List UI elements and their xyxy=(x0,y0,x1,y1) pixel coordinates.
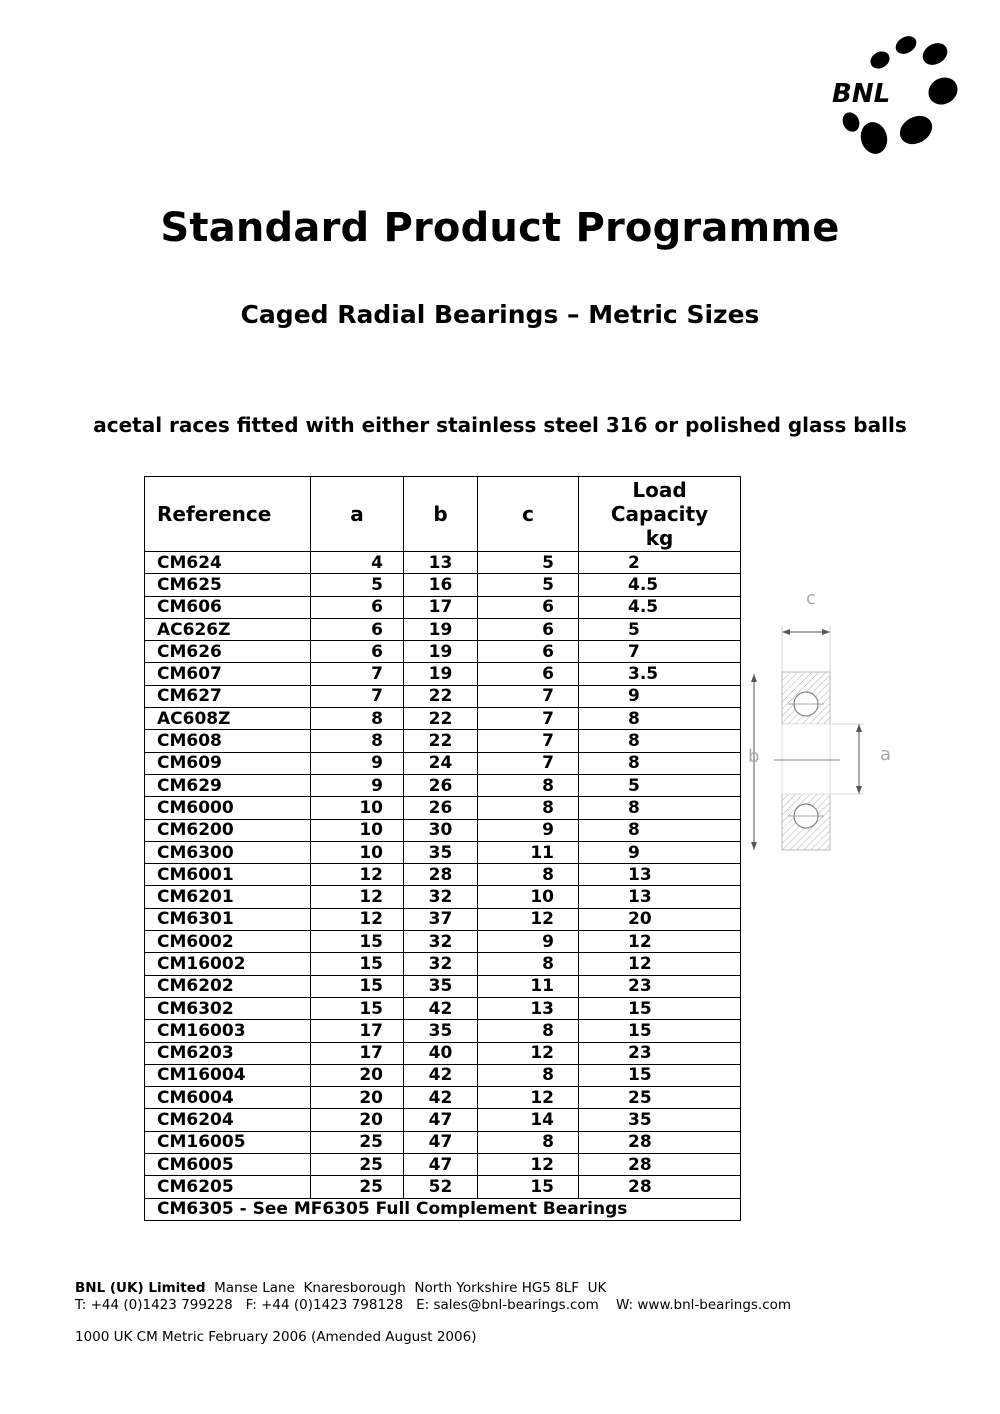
cell-load-capacity: 9 xyxy=(579,841,741,863)
cell-a: 8 xyxy=(311,730,404,752)
product-description: acetal races fitted with either stainless steel 316 or polished glass balls xyxy=(93,413,907,437)
cell-c: 11 xyxy=(478,975,579,997)
cell-b: 19 xyxy=(404,618,478,640)
table-header-row xyxy=(145,477,741,552)
cell-load-capacity: 25 xyxy=(579,1087,741,1109)
cell-b: 32 xyxy=(404,931,478,953)
cell-reference: CM6001 xyxy=(145,864,311,886)
cell-load-capacity: 15 xyxy=(579,1020,741,1042)
cell-c: 12 xyxy=(478,1154,579,1176)
cell-b: 47 xyxy=(404,1154,478,1176)
cell-b: 22 xyxy=(404,708,478,730)
cell-a: 17 xyxy=(311,1020,404,1042)
cell-c: 6 xyxy=(478,618,579,640)
cell-load-capacity: 8 xyxy=(579,708,741,730)
cell-c: 8 xyxy=(478,864,579,886)
table-row xyxy=(145,663,741,685)
cell-reference: CM6205 xyxy=(145,1176,311,1198)
cell-reference: CM626 xyxy=(145,641,311,663)
cell-load-capacity: 8 xyxy=(579,752,741,774)
table-note-row xyxy=(145,1198,741,1220)
cell-b: 47 xyxy=(404,1109,478,1131)
cell-a: 15 xyxy=(311,997,404,1019)
table-row xyxy=(145,953,741,975)
cell-b: 32 xyxy=(404,886,478,908)
cell-load-capacity: 28 xyxy=(579,1154,741,1176)
cell-load-capacity: 20 xyxy=(579,908,741,930)
cell-b: 42 xyxy=(404,997,478,1019)
cell-reference: CM629 xyxy=(145,774,311,796)
header-c: c xyxy=(478,477,579,552)
cell-a: 20 xyxy=(311,1064,404,1086)
cell-b: 52 xyxy=(404,1176,478,1198)
cell-a: 9 xyxy=(311,752,404,774)
table-row xyxy=(145,708,741,730)
cell-reference: CM607 xyxy=(145,663,311,685)
cell-b: 28 xyxy=(404,864,478,886)
cell-load-capacity: 7 xyxy=(579,641,741,663)
cell-c: 8 xyxy=(478,953,579,975)
table-row xyxy=(145,618,741,640)
cell-load-capacity: 15 xyxy=(579,1064,741,1086)
cell-c: 9 xyxy=(478,931,579,953)
cell-reference: CM16004 xyxy=(145,1064,311,1086)
table-row xyxy=(145,819,741,841)
cell-reference: CM627 xyxy=(145,685,311,707)
cell-a: 7 xyxy=(311,685,404,707)
cell-reference: CM624 xyxy=(145,552,311,574)
cell-b: 40 xyxy=(404,1042,478,1064)
cell-a: 15 xyxy=(311,975,404,997)
cell-reference: CM6202 xyxy=(145,975,311,997)
cell-c: 13 xyxy=(478,997,579,1019)
cell-a: 6 xyxy=(311,596,404,618)
cell-load-capacity: 4.5 xyxy=(579,596,741,618)
cell-c: 8 xyxy=(478,1131,579,1153)
cell-c: 6 xyxy=(478,596,579,618)
cell-b: 47 xyxy=(404,1131,478,1153)
header-load-line2: Capacity xyxy=(610,502,709,526)
cell-reference: CM6201 xyxy=(145,886,311,908)
cell-b: 26 xyxy=(404,797,478,819)
cell-a: 12 xyxy=(311,864,404,886)
cell-c: 10 xyxy=(478,886,579,908)
bearing-spec-table xyxy=(144,476,741,1221)
header-a: a xyxy=(311,477,404,552)
cell-reference: CM6005 xyxy=(145,1154,311,1176)
cell-reference: CM6203 xyxy=(145,1042,311,1064)
header-reference: Reference xyxy=(145,477,311,552)
table-row xyxy=(145,1176,741,1198)
cell-load-capacity: 8 xyxy=(579,819,741,841)
cell-b: 26 xyxy=(404,774,478,796)
table-row xyxy=(145,908,741,930)
cell-load-capacity: 12 xyxy=(579,953,741,975)
header-load-line3: kg xyxy=(645,526,674,550)
cell-b: 35 xyxy=(404,975,478,997)
header-load-capacity xyxy=(579,477,741,552)
table-row xyxy=(145,1087,741,1109)
cell-reference: CM6301 xyxy=(145,908,311,930)
cell-c: 9 xyxy=(478,819,579,841)
cell-b: 35 xyxy=(404,841,478,863)
footer-contact-line: T: +44 (0)1423 799228 F: +44 (0)1423 798128 E: sales@bnl-bearings.com W: www.bnl-bearings.com xyxy=(75,1297,792,1313)
cell-load-capacity: 8 xyxy=(579,730,741,752)
cell-reference: CM16002 xyxy=(145,953,311,975)
cell-reference: CM609 xyxy=(145,752,311,774)
bnl-logo xyxy=(826,32,966,162)
table-row xyxy=(145,886,741,908)
note-cell: CM6305 - See MF6305 Full Complement Bearings xyxy=(145,1198,741,1220)
cell-reference: CM6204 xyxy=(145,1109,311,1131)
cell-load-capacity: 15 xyxy=(579,997,741,1019)
cell-reference: AC626Z xyxy=(145,618,311,640)
table-row xyxy=(145,774,741,796)
cell-reference: CM625 xyxy=(145,574,311,596)
cell-b: 24 xyxy=(404,752,478,774)
table-row xyxy=(145,864,741,886)
cell-load-capacity: 2 xyxy=(579,552,741,574)
cell-load-capacity: 9 xyxy=(579,685,741,707)
cell-load-capacity: 28 xyxy=(579,1176,741,1198)
table-row xyxy=(145,997,741,1019)
header-load-line1: Load xyxy=(632,478,687,502)
cell-reference: CM608 xyxy=(145,730,311,752)
footer xyxy=(75,1280,791,1314)
cell-a: 20 xyxy=(311,1109,404,1131)
svg-text:BNL: BNL xyxy=(832,79,891,109)
table-row xyxy=(145,641,741,663)
label-c: c xyxy=(806,588,816,609)
cell-a: 5 xyxy=(311,574,404,596)
cell-a: 20 xyxy=(311,1087,404,1109)
table-row xyxy=(145,752,741,774)
cell-a: 10 xyxy=(311,819,404,841)
cell-load-capacity: 4.5 xyxy=(579,574,741,596)
cell-b: 42 xyxy=(404,1087,478,1109)
cell-reference: CM6200 xyxy=(145,819,311,841)
table-row xyxy=(145,797,741,819)
cell-b: 37 xyxy=(404,908,478,930)
cell-c: 12 xyxy=(478,1087,579,1109)
cell-b: 32 xyxy=(404,953,478,975)
company-address: Manse Lane Knaresborough North Yorkshire HG5 8LF UK xyxy=(205,1280,607,1296)
cell-a: 8 xyxy=(311,708,404,730)
cell-load-capacity: 23 xyxy=(579,1042,741,1064)
table-row xyxy=(145,685,741,707)
cell-reference: CM16005 xyxy=(145,1131,311,1153)
cell-load-capacity: 13 xyxy=(579,864,741,886)
cell-a: 7 xyxy=(311,663,404,685)
table-row xyxy=(145,730,741,752)
cell-c: 12 xyxy=(478,908,579,930)
cell-load-capacity: 28 xyxy=(579,1131,741,1153)
cell-reference: CM6302 xyxy=(145,997,311,1019)
header-b: b xyxy=(404,477,478,552)
cell-a: 10 xyxy=(311,841,404,863)
cell-c: 8 xyxy=(478,774,579,796)
cell-c: 15 xyxy=(478,1176,579,1198)
cell-c: 7 xyxy=(478,752,579,774)
cell-a: 10 xyxy=(311,797,404,819)
cell-c: 8 xyxy=(478,797,579,819)
cell-b: 35 xyxy=(404,1020,478,1042)
cell-a: 4 xyxy=(311,552,404,574)
cell-c: 8 xyxy=(478,1064,579,1086)
cell-a: 12 xyxy=(311,886,404,908)
cell-a: 15 xyxy=(311,953,404,975)
page-subtitle: Caged Radial Bearings – Metric Sizes xyxy=(240,300,760,329)
cell-load-capacity: 3.5 xyxy=(579,663,741,685)
cell-a: 12 xyxy=(311,908,404,930)
cell-reference: AC608Z xyxy=(145,708,311,730)
cell-a: 25 xyxy=(311,1131,404,1153)
cell-c: 7 xyxy=(478,730,579,752)
table-row xyxy=(145,975,741,997)
cell-b: 13 xyxy=(404,552,478,574)
footer-address-line xyxy=(75,1280,791,1297)
cell-reference: CM6002 xyxy=(145,931,311,953)
page-title: Standard Product Programme xyxy=(160,205,840,251)
cell-a: 6 xyxy=(311,641,404,663)
cell-reference: CM6004 xyxy=(145,1087,311,1109)
cell-a: 25 xyxy=(311,1154,404,1176)
cell-b: 17 xyxy=(404,596,478,618)
cell-a: 6 xyxy=(311,618,404,640)
company-name: BNL (UK) Limited xyxy=(75,1280,206,1296)
table-row xyxy=(145,574,741,596)
cell-load-capacity: 8 xyxy=(579,797,741,819)
cell-c: 6 xyxy=(478,663,579,685)
cell-b: 19 xyxy=(404,641,478,663)
cell-load-capacity: 5 xyxy=(579,618,741,640)
table-row xyxy=(145,1064,741,1086)
cell-b: 42 xyxy=(404,1064,478,1086)
bearing-cross-section-diagram xyxy=(744,584,904,859)
cell-c: 7 xyxy=(478,708,579,730)
cell-c: 5 xyxy=(478,574,579,596)
table-row xyxy=(145,1154,741,1176)
cell-a: 17 xyxy=(311,1042,404,1064)
label-b: b xyxy=(748,746,760,767)
cell-c: 5 xyxy=(478,552,579,574)
table-row xyxy=(145,1020,741,1042)
cell-b: 30 xyxy=(404,819,478,841)
cell-reference: CM16003 xyxy=(145,1020,311,1042)
cell-load-capacity: 35 xyxy=(579,1109,741,1131)
cell-b: 22 xyxy=(404,685,478,707)
cell-load-capacity: 12 xyxy=(579,931,741,953)
cell-c: 12 xyxy=(478,1042,579,1064)
cell-c: 8 xyxy=(478,1020,579,1042)
cell-c: 7 xyxy=(478,685,579,707)
cell-c: 6 xyxy=(478,641,579,663)
label-a: a xyxy=(880,744,892,765)
table-row xyxy=(145,1131,741,1153)
cell-load-capacity: 13 xyxy=(579,886,741,908)
cell-c: 14 xyxy=(478,1109,579,1131)
cell-a: 15 xyxy=(311,931,404,953)
table-row xyxy=(145,1042,741,1064)
table-row xyxy=(145,596,741,618)
table-row xyxy=(145,1109,741,1131)
table-row xyxy=(145,552,741,574)
cell-b: 16 xyxy=(404,574,478,596)
cell-a: 25 xyxy=(311,1176,404,1198)
table-row xyxy=(145,841,741,863)
cell-b: 19 xyxy=(404,663,478,685)
table-row xyxy=(145,931,741,953)
cell-c: 11 xyxy=(478,841,579,863)
document-reference: 1000 UK CM Metric February 2006 (Amended August 2006) xyxy=(75,1329,477,1345)
cell-b: 22 xyxy=(404,730,478,752)
cell-reference: CM606 xyxy=(145,596,311,618)
cell-load-capacity: 23 xyxy=(579,975,741,997)
cell-reference: CM6300 xyxy=(145,841,311,863)
cell-reference: CM6000 xyxy=(145,797,311,819)
cell-load-capacity: 5 xyxy=(579,774,741,796)
cell-a: 9 xyxy=(311,774,404,796)
